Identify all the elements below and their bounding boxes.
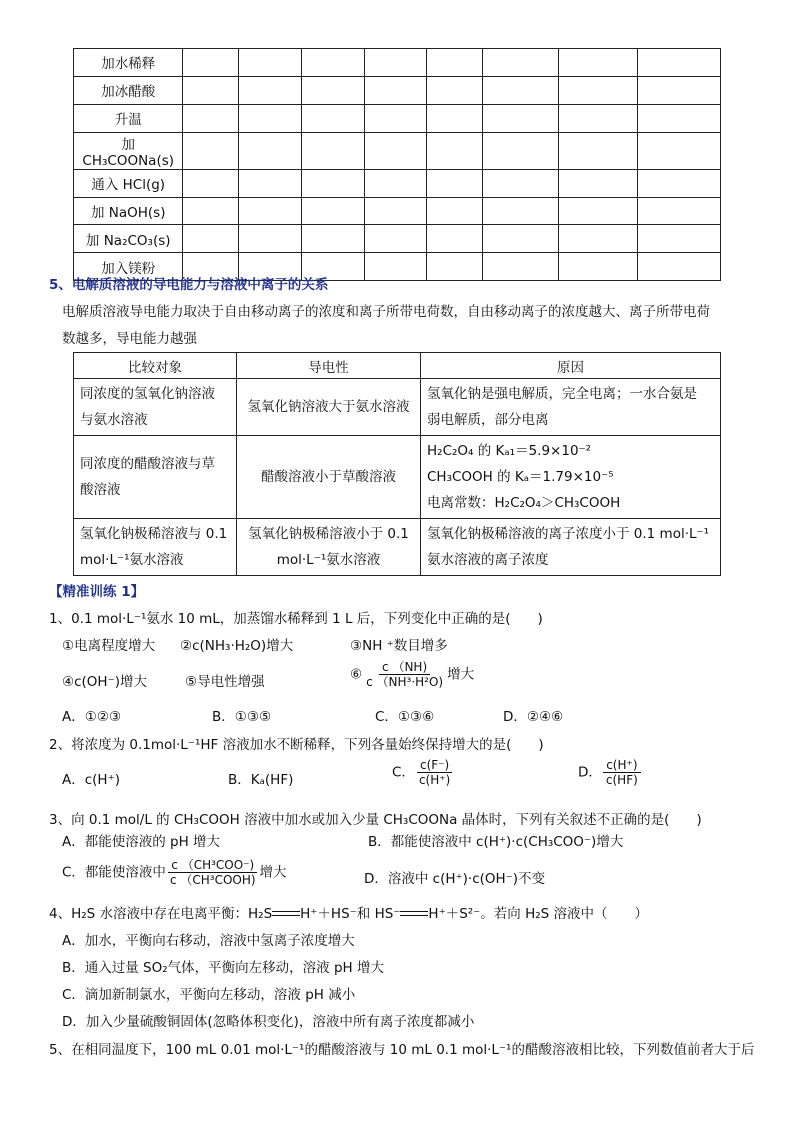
blank-cell [558, 197, 637, 225]
blank-cell [427, 253, 482, 281]
section-paragraph: 电解质溶液导电能力取决于自由移动离子的浓度和离子所带电荷数，自由移动离子的浓度越大、离子所带电荷 [62, 304, 710, 320]
table-row [74, 379, 721, 436]
q2-option-a[interactable]: A．c(H⁺) [62, 772, 120, 788]
fraction: $\frac{\text{c （CH³COO⁻)}}{\text{c （CH³COOH)}}$ [169, 858, 256, 887]
blank-cell [239, 49, 302, 77]
blank-cell [183, 197, 239, 225]
blank-cell [427, 132, 482, 169]
table-row [74, 76, 721, 104]
q1-item-2: ②c(NH₃·H₂O)增大 [180, 638, 294, 654]
reason-cell [421, 436, 721, 519]
blank-cell [364, 49, 427, 77]
blank-cell [482, 197, 558, 225]
blank-cell [482, 76, 558, 104]
q1-option-a[interactable]: A．①②③ [62, 709, 122, 725]
table-header: 原因 [421, 353, 721, 379]
table-row [74, 104, 721, 132]
cell-line: 氢氧化钠是强电解质，完全电离；一水合氨是 [427, 386, 697, 402]
blank-cell [183, 49, 239, 77]
blank-cell [637, 169, 720, 197]
q3-option-c[interactable]: C．都能使溶液中 $\frac{\text{c （CH³COO⁻)}}{\text{c （CH³COOH)}}$ 增大 [62, 858, 287, 887]
fraction: $\frac{c(H^+)}{c(HF)}$ [603, 758, 641, 787]
blank-cell [239, 197, 302, 225]
blank-cell [482, 49, 558, 77]
blank-cell [558, 76, 637, 104]
compare-cell [74, 379, 237, 436]
row-label: 加 CH₃COONa(s) [74, 132, 183, 169]
ion-effect-table [73, 48, 721, 281]
cell-line: 同浓度的醋酸溶液与草 [80, 456, 215, 472]
cell-line: 氢氧化钠极稀溶液与 0.1 [80, 526, 228, 542]
blank-cell [427, 104, 482, 132]
row-label: 加 NaOH(s) [74, 197, 183, 225]
blank-cell [558, 169, 637, 197]
cell-line: 氢氧化钠溶液大于氨水溶液 [247, 399, 410, 415]
blank-cell [302, 197, 365, 225]
blank-cell [482, 132, 558, 169]
table-row [74, 436, 721, 519]
question-3-stem: 3、向 0.1 mol/L 的 CH₃COOH 溶液中加水或加入少量 CH₃COONa 晶体时，下列有关叙述不正确的是( ) [49, 812, 702, 828]
row-label: 加 Na₂CO₃(s) [74, 225, 183, 253]
blank-cell [239, 225, 302, 253]
blank-cell [302, 104, 365, 132]
blank-cell [364, 104, 427, 132]
blank-cell [427, 49, 482, 77]
blank-cell [637, 104, 720, 132]
q3-option-a[interactable]: A．都能使溶液的 pH 增大 [62, 834, 221, 850]
blank-cell [637, 132, 720, 169]
blank-cell [482, 169, 558, 197]
practice-title: 【精准训练 1】 [49, 584, 145, 600]
table-row [74, 169, 721, 197]
blank-cell [183, 104, 239, 132]
blank-cell [183, 169, 239, 197]
table-row [74, 519, 721, 576]
blank-cell [302, 225, 365, 253]
cell-line: 氨水溶液的离子浓度 [427, 552, 549, 568]
conductivity-cell [237, 519, 421, 576]
blank-cell [239, 104, 302, 132]
blank-cell [637, 197, 720, 225]
question-1-stem: 1、0.1 mol·L⁻¹氨水 10 mL，加蒸馏水稀释到 1 L 后，下列变化中正确的是( ) [49, 611, 543, 627]
blank-cell [427, 169, 482, 197]
cell-line: H₂C₂O₄ 的 Kₐ₁＝5.9×10⁻² [427, 443, 592, 459]
blank-cell [364, 132, 427, 169]
blank-cell [482, 104, 558, 132]
cell-line: 氢氧化钠极稀溶液小于 0.1 [248, 526, 409, 542]
question-5-stem: 5、在相同温度下，100 mL 0.01 mol·L⁻¹的醋酸溶液与 10 mL 0.1 mol·L⁻¹的醋酸溶液相比较，下列数值前者大于后 [49, 1042, 755, 1058]
blank-cell [482, 225, 558, 253]
q4-option-d[interactable]: D．加入少量硫酸铜固体(忽略体积变化)，溶液中所有离子浓度都减小 [62, 1014, 475, 1030]
q1-item-3: ③NH ⁺数目增多 [350, 638, 448, 654]
cell-line: 酸溶液 [80, 482, 121, 498]
q1-option-d[interactable]: D．②④⑥ [503, 709, 564, 725]
row-label: 加水稀释 [74, 49, 183, 77]
blank-cell [427, 76, 482, 104]
section-title: 5、电解质溶液的导电能力与溶液中离子的关系 [49, 277, 329, 293]
q3-option-b[interactable]: B．都能使溶液中 c(H⁺)·c(CH₃COO⁻)增大 [368, 834, 624, 850]
q2-option-c[interactable]: C． $\frac{c(F^-)}{c(H^+)}$ [392, 758, 454, 787]
cell-line: 氢氧化钠极稀溶液的离子浓度小于 0.1 mol·L⁻¹ [427, 526, 710, 542]
blank-cell [302, 49, 365, 77]
q4-option-b[interactable]: B．通入过量 SO₂气体，平衡向左移动，溶液 pH 增大 [62, 960, 384, 976]
q1-option-b[interactable]: B．①③⑤ [212, 709, 272, 725]
blank-cell [364, 225, 427, 253]
blank-cell [364, 253, 427, 281]
blank-cell [364, 76, 427, 104]
cell-line: 与氨水溶液 [80, 412, 148, 428]
blank-cell [558, 49, 637, 77]
row-label: 升温 [74, 104, 183, 132]
q4-option-c[interactable]: C．滴加新制氯水，平衡向左移动，溶液 pH 减小 [62, 987, 356, 1003]
blank-cell [183, 76, 239, 104]
row-label: 通入 HCl(g) [74, 169, 183, 197]
table-row [74, 132, 721, 169]
row-label: 加入镁粉 [74, 253, 183, 281]
equilibrium-arrow-icon [272, 909, 300, 919]
conductivity-table [73, 352, 721, 576]
q2-option-b[interactable]: B．Kₐ(HF) [228, 772, 294, 788]
blank-cell [558, 225, 637, 253]
reason-cell [421, 519, 721, 576]
blank-cell [637, 253, 720, 281]
q1-item-6: ⑥ $\frac{c (NH)}{\text{c （NH³·H²O)}}$ 增大 [350, 660, 475, 689]
table-row [74, 225, 721, 253]
q1-item-5: ⑤导电性增强 [185, 674, 265, 690]
equilibrium-arrow-icon [400, 909, 428, 919]
conductivity-cell [237, 436, 421, 519]
blank-cell [183, 225, 239, 253]
blank-cell [239, 169, 302, 197]
q4-option-a[interactable]: A．加水，平衡向右移动，溶液中氢离子浓度增大 [62, 933, 355, 949]
cell-line: 同浓度的氢氧化钠溶液 [80, 386, 215, 402]
cell-line: mol·L⁻¹氨水溶液 [80, 552, 184, 568]
q1-item-1: ①电离程度增大 [62, 638, 156, 654]
cell-line: 电离常数：H₂C₂O₄＞CH₃COOH [427, 495, 621, 511]
blank-cell [239, 132, 302, 169]
compare-cell [74, 436, 237, 519]
q3-option-d[interactable]: D．溶液中 c(H⁺)·c(OH⁻)不变 [364, 871, 546, 887]
blank-cell [637, 76, 720, 104]
table-row [74, 49, 721, 77]
blank-cell [427, 197, 482, 225]
table-header: 比较对象 [74, 353, 237, 379]
blank-cell [302, 76, 365, 104]
row-label: 加冰醋酸 [74, 76, 183, 104]
q1-item-4: ④c(OH⁻)增大 [62, 674, 147, 690]
compare-cell [74, 519, 237, 576]
table-row [74, 197, 721, 225]
blank-cell [482, 253, 558, 281]
blank-cell [239, 76, 302, 104]
cell-line: 醋酸溶液小于草酸溶液 [261, 469, 396, 485]
q2-option-d[interactable]: D． $\frac{c(H^+)}{c(HF)}$ [578, 758, 642, 787]
blank-cell [637, 225, 720, 253]
cell-line: CH₃COOH 的 Kₐ＝1.79×10⁻⁵ [427, 469, 614, 485]
blank-cell [364, 197, 427, 225]
cell-line: mol·L⁻¹氨水溶液 [276, 552, 381, 568]
blank-cell [364, 169, 427, 197]
blank-cell [558, 132, 637, 169]
blank-cell [427, 225, 482, 253]
blank-cell [302, 132, 365, 169]
blank-cell [558, 253, 637, 281]
cell-line: 弱电解质，部分电离 [427, 412, 549, 428]
blank-cell [302, 169, 365, 197]
fraction: $\frac{c(F^-)}{c(H^+)}$ [418, 758, 451, 787]
fraction: $\frac{c (NH)}{\text{c （NH³·H²O)}}$ [366, 660, 444, 689]
section-paragraph: 数越多，导电能力越强 [62, 331, 197, 347]
reason-cell [421, 379, 721, 436]
blank-cell [183, 132, 239, 169]
blank-cell [558, 104, 637, 132]
q1-option-c[interactable]: C．①③⑥ [375, 709, 435, 725]
blank-cell [637, 49, 720, 77]
conductivity-cell [237, 379, 421, 436]
question-4-stem: 4、H₂S 水溶液中存在电离平衡：H₂S H⁺＋HS⁻和 HS⁻ H⁺＋S²⁻。若向 H₂S 溶液中（ ） [49, 906, 649, 922]
question-2-stem: 2、将浓度为 0.1mol·L⁻¹HF 溶液加水不断稀释，下列各量始终保持增大的是( ) [49, 737, 544, 753]
table-header: 导电性 [237, 353, 421, 379]
